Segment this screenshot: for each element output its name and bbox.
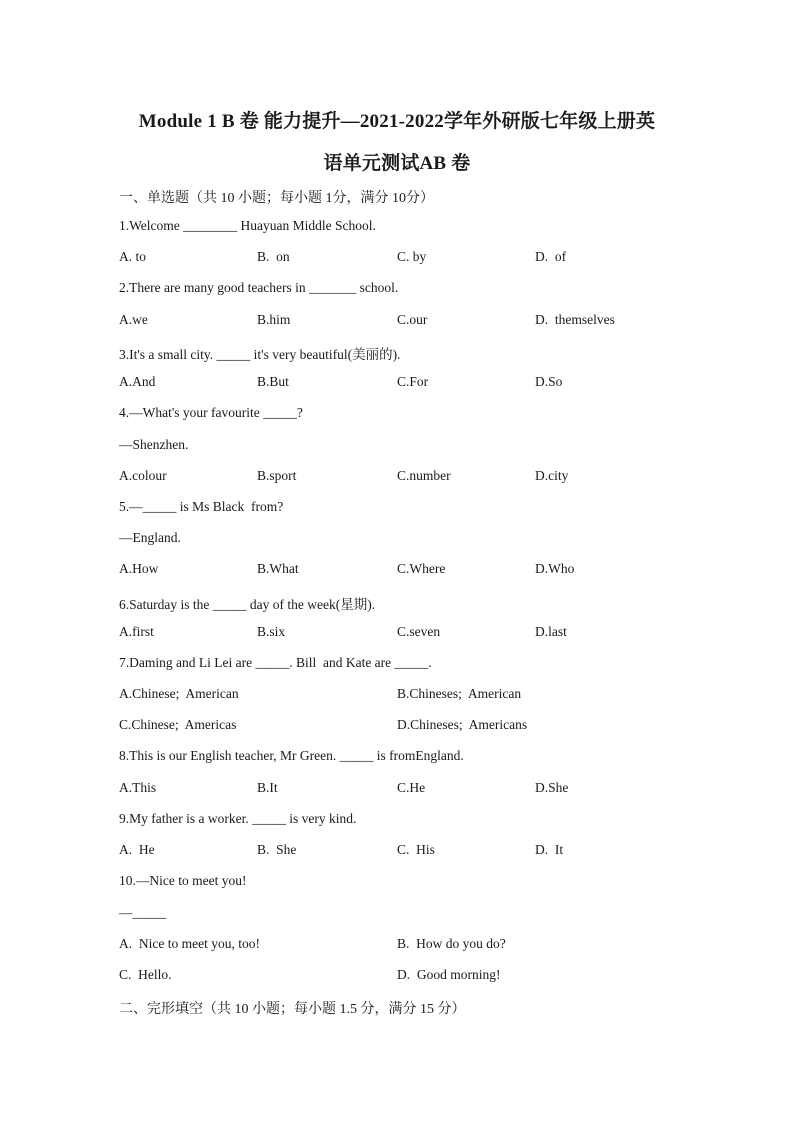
- question-6-option-c: C.seven: [397, 624, 441, 639]
- question-8-option-c: C.He: [397, 780, 426, 795]
- question-9-option-b: B. She: [257, 842, 297, 857]
- question-4-answer-line: —Shenzhen.: [119, 437, 189, 452]
- question-10-option-b: B. How do you do?: [397, 936, 506, 951]
- question-7-option-c: C.Chinese; Americas: [119, 717, 237, 732]
- question-4-option-d: D.city: [535, 468, 569, 483]
- question-7-option-a: A.Chinese; American: [119, 686, 239, 701]
- question-7-stem: 7.Daming and Li Lei are _____. Bill and Kate are _____.: [119, 655, 432, 670]
- page-title-line-1: Module 1 B 卷 能力提升—2021-2022学年外研版七年级上册英: [138, 111, 656, 132]
- question-1-stem: 1.Welcome ________ Huayuan Middle School.: [119, 218, 376, 233]
- question-7-option-b: B.Chineses; American: [397, 686, 522, 701]
- question-5-option-d: D.Who: [535, 561, 575, 576]
- question-1-option-c: C. by: [397, 249, 427, 264]
- question-1-option-b: B. on: [257, 249, 290, 264]
- question-2-option-b: B.him: [257, 312, 291, 327]
- question-4-stem: 4.—What's your favourite _____?: [119, 405, 303, 420]
- question-9-option-d: D. It: [535, 842, 564, 857]
- section-heading-cloze: 二、完形填空（共 10 小题；每小题 1.5 分，满分 15 分）: [119, 1002, 466, 1017]
- question-4-option-a: A.colour: [119, 468, 167, 483]
- question-4-option-c: C.number: [397, 468, 451, 483]
- question-8-stem: 8.This is our English teacher, Mr Green. _____ is fromEngland.: [119, 748, 464, 763]
- question-3-option-b: B.But: [257, 374, 289, 389]
- page-title-line-2: 语单元测试AB 卷: [323, 153, 471, 174]
- question-2-stem: 2.There are many good teachers in _______ school.: [119, 280, 399, 295]
- question-3-stem: 3.It's a small city. _____ it's very beautiful(美丽的).: [119, 347, 401, 362]
- question-6-option-b: B.six: [257, 624, 286, 639]
- section-heading-single-choice: 一、单选题（共 10 小题；每小题 1分，满分 10分）: [119, 191, 434, 206]
- question-10-option-c: C. Hello.: [119, 967, 172, 982]
- question-10-option-a: A. Nice to meet you, too!: [119, 936, 260, 951]
- question-8-option-b: B.It: [257, 780, 278, 795]
- question-6-option-d: D.last: [535, 624, 567, 639]
- question-6-stem: 6.Saturday is the _____ day of the week(星期).: [119, 597, 376, 612]
- question-7-option-d: D.Chineses; Americans: [397, 717, 528, 732]
- question-5-option-c: C.Where: [397, 561, 446, 576]
- question-3-option-c: C.For: [397, 374, 429, 389]
- question-9-option-c: C. His: [397, 842, 435, 857]
- question-10-stem: 10.—Nice to meet you!: [119, 873, 247, 888]
- question-2-option-c: C.our: [397, 312, 428, 327]
- question-8-option-a: A.This: [119, 780, 157, 795]
- question-5-stem: 5.—_____ is Ms Black from?: [119, 499, 284, 514]
- question-9-option-a: A. He: [119, 842, 155, 857]
- question-9-stem: 9.My father is a worker. _____ is very kind.: [119, 811, 357, 826]
- question-4-option-b: B.sport: [257, 468, 297, 483]
- question-5-option-a: A.How: [119, 561, 159, 576]
- question-10-answer-line: —_____: [119, 905, 167, 920]
- question-6-option-a: A.first: [119, 624, 154, 639]
- question-8-option-d: D.She: [535, 780, 569, 795]
- question-5-option-b: B.What: [257, 561, 299, 576]
- question-1-option-d: D. of: [535, 249, 567, 264]
- question-3-option-a: A.And: [119, 374, 156, 389]
- question-2-option-a: A.we: [119, 312, 148, 327]
- question-3-option-d: D.So: [535, 374, 563, 389]
- question-10-option-d: D. Good morning!: [397, 967, 501, 982]
- question-2-option-d: D. themselves: [535, 312, 615, 327]
- question-5-answer-line: —England.: [119, 530, 181, 545]
- question-1-option-a: A. to: [119, 249, 146, 264]
